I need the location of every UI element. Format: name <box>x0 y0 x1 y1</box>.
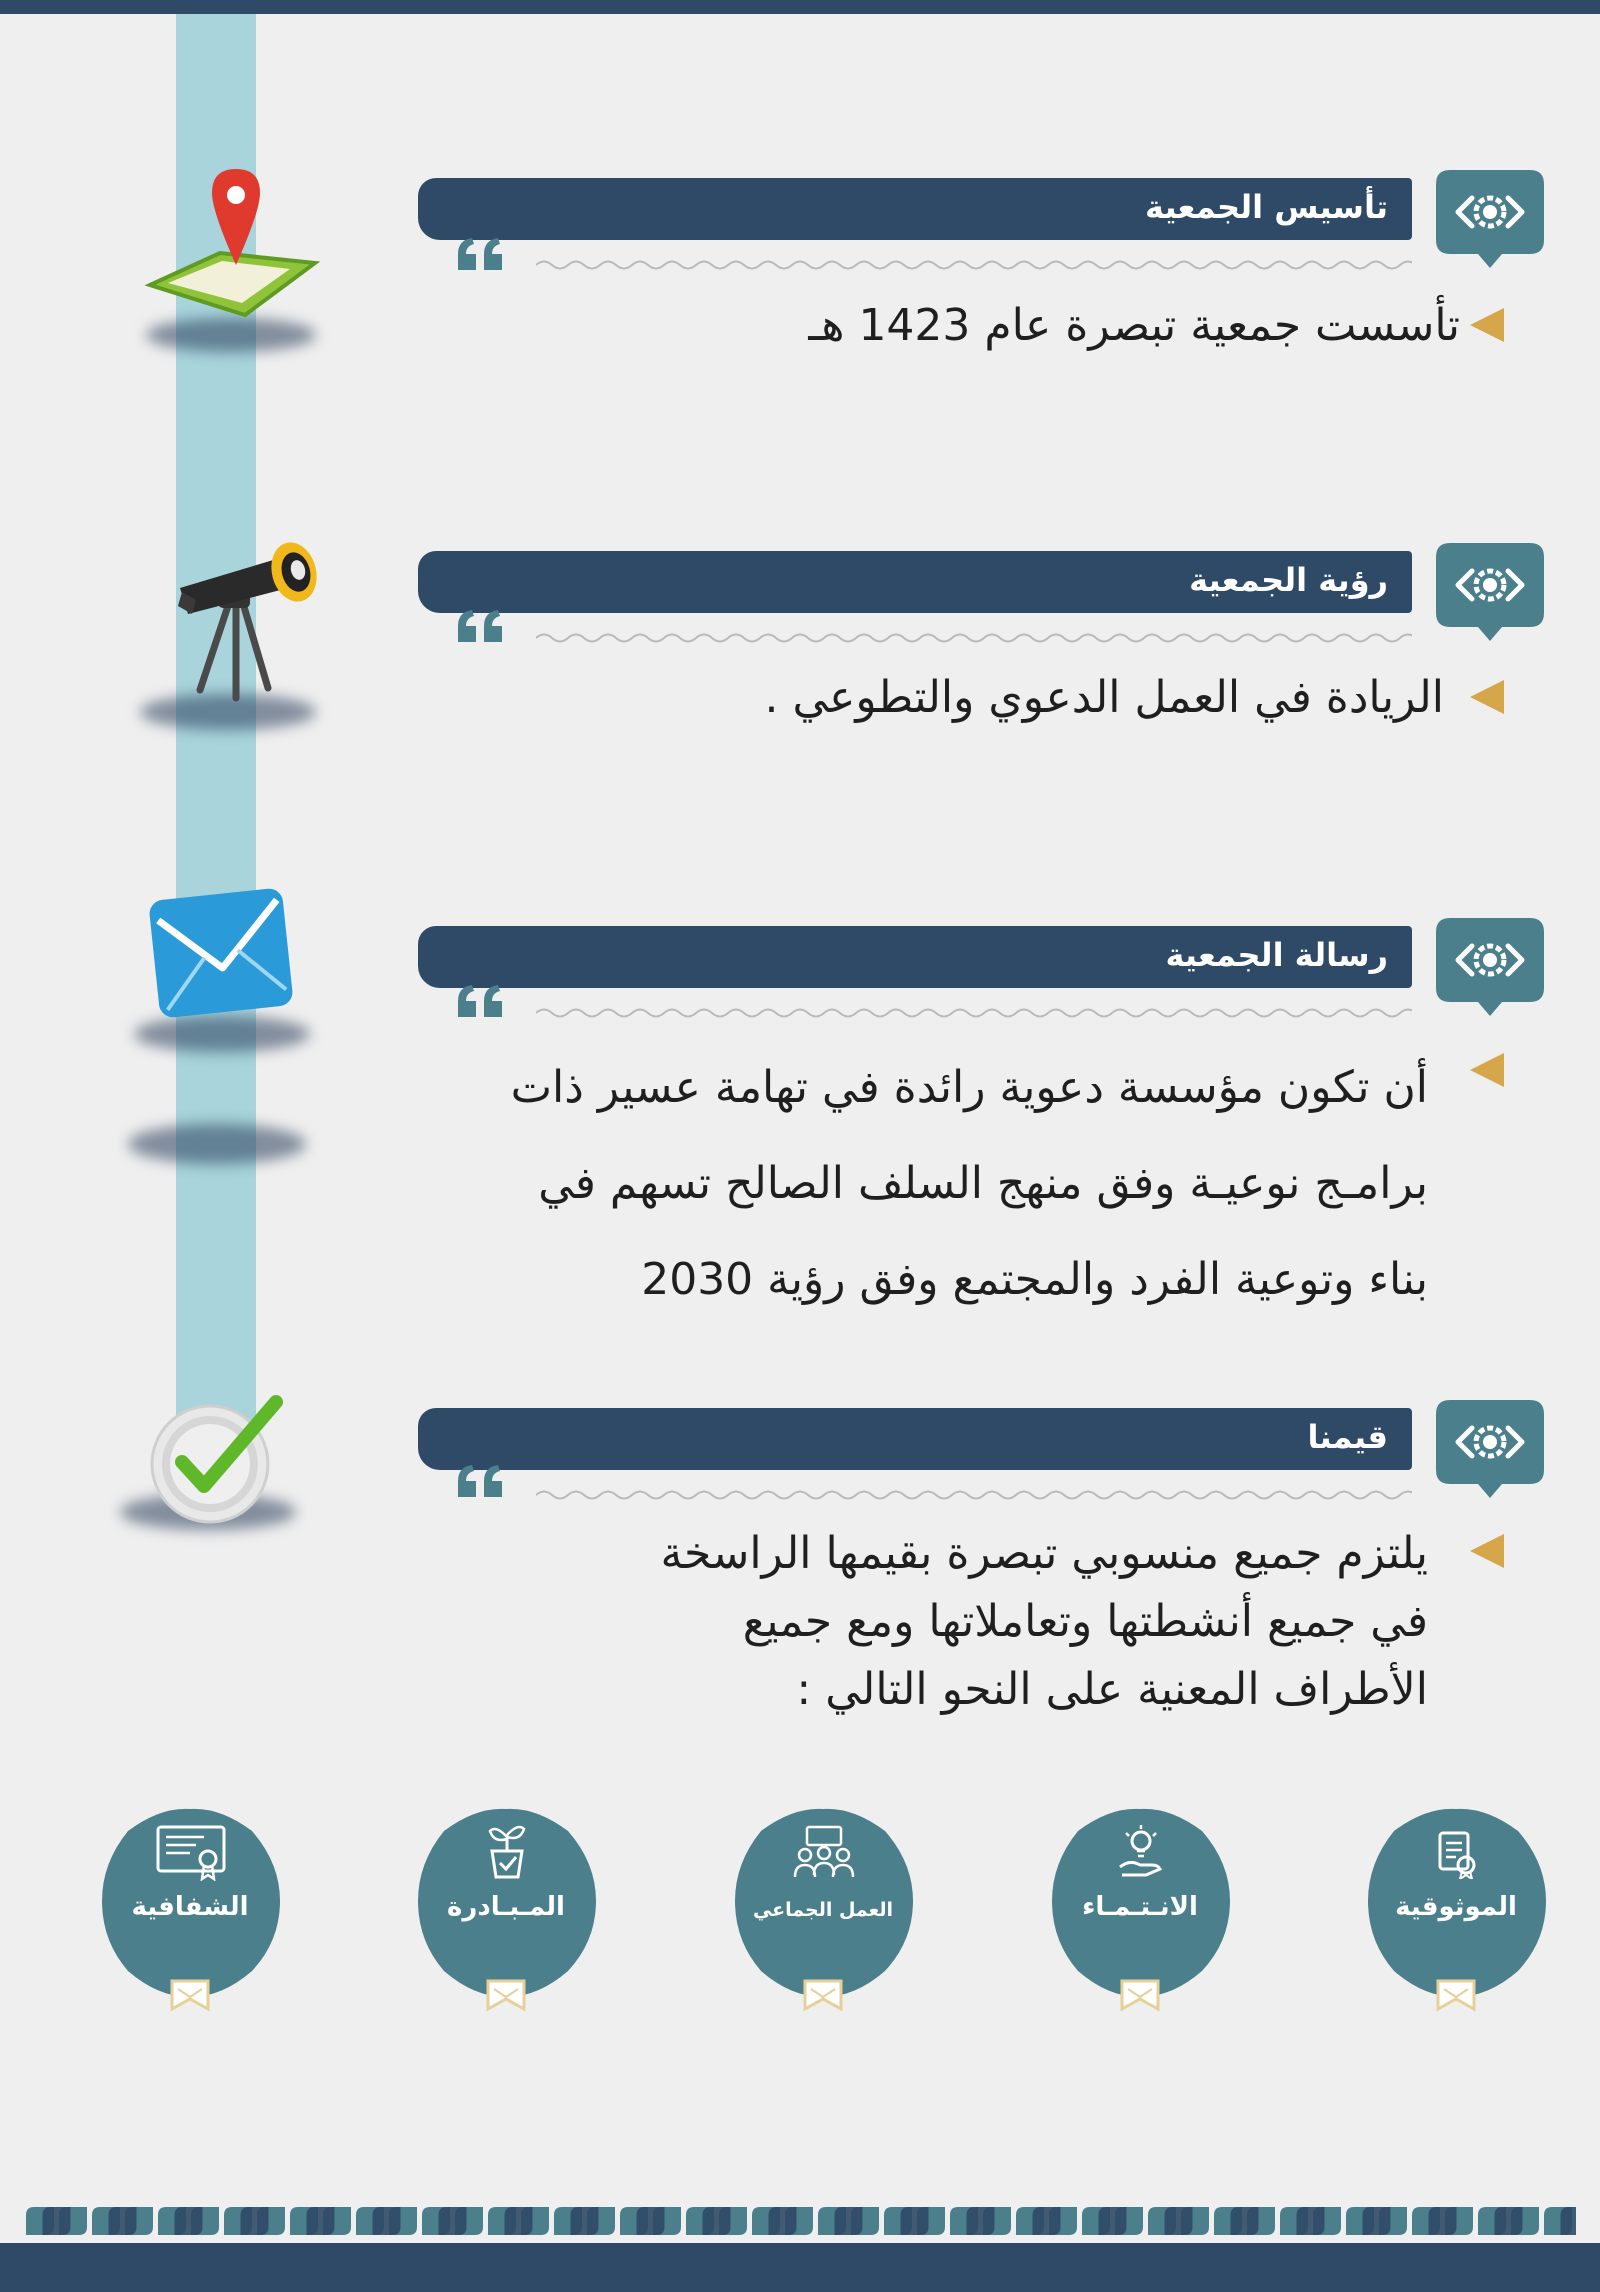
bullet-arrow-icon <box>1470 680 1504 714</box>
divider-wave <box>536 258 1412 272</box>
eye-gear-badge-icon <box>1436 170 1544 270</box>
team-meeting-icon <box>793 1825 855 1881</box>
section-body <box>511 1040 1428 1328</box>
section-body <box>660 1520 1428 1724</box>
body-line: الأطراف المعنية على النحو التالي : <box>796 1664 1428 1715</box>
body-line: برامـج نوعيـة وفق منهج السلف الصالح تسهم في <box>538 1158 1428 1209</box>
telescope-icon <box>170 530 320 710</box>
quote-icon <box>456 1463 508 1499</box>
value-label: المـبـادرة <box>447 1892 565 1922</box>
body-line: الريادة في العمل الدعوي والتطوعي . <box>764 672 1444 723</box>
plant-pot-icon <box>486 1821 528 1879</box>
value-label: العمل الجماعي <box>752 1899 894 1921</box>
body-line: في جميع أنشطتها وتعاملاتها ومع جميع <box>742 1596 1428 1647</box>
bullet-arrow-icon <box>1470 1053 1504 1087</box>
section-title: قيمنا <box>1307 1418 1388 1456</box>
bullet-arrow-icon <box>1470 1534 1504 1568</box>
icon-shadow <box>128 1124 306 1164</box>
section-title: رسالة الجمعية <box>1165 936 1388 974</box>
section-header-bar <box>418 178 1412 240</box>
hand-lightbulb-icon <box>1116 1823 1166 1879</box>
body-line: يلتزم جميع منسوبي تبصرة بقيمها الراسخة <box>660 1528 1428 1579</box>
value-label: الشفافية <box>131 1892 249 1922</box>
map-pin-icon <box>140 165 320 335</box>
value-badge-transparency <box>102 1795 292 2025</box>
body-line: بناء وتوعية الفرد والمجتمع وفق رؤية 2030 <box>641 1254 1428 1305</box>
envelope-icon <box>146 884 296 1034</box>
value-badge-belonging <box>1052 1795 1242 2025</box>
value-badge-initiative <box>418 1795 608 2025</box>
section-body <box>764 666 1444 730</box>
section-body <box>808 294 1460 358</box>
certified-document-icon <box>1434 1829 1480 1879</box>
certificate-icon <box>156 1825 226 1881</box>
value-badge-teamwork <box>735 1795 925 2025</box>
section-title: تأسيس الجمعية <box>1145 188 1388 226</box>
footer-decoration <box>24 2205 1576 2237</box>
top-border <box>0 0 1600 14</box>
quote-icon <box>456 608 508 644</box>
bullet-arrow-icon <box>1470 308 1504 342</box>
value-badge-trust <box>1368 1795 1558 2025</box>
divider-wave <box>536 1488 1412 1502</box>
eye-gear-badge-icon <box>1436 543 1544 643</box>
checkmark-icon <box>148 1390 288 1530</box>
section-title: رؤية الجمعية <box>1189 561 1388 599</box>
section-header-bar <box>418 1408 1412 1470</box>
footer-bar <box>0 2243 1600 2292</box>
value-label: الانـتـمـاء <box>1082 1892 1198 1922</box>
quote-icon <box>456 236 508 272</box>
eye-gear-badge-icon <box>1436 1400 1544 1500</box>
section-header-bar <box>418 551 1412 613</box>
section-header-bar <box>418 926 1412 988</box>
value-label: الموثوقية <box>1395 1892 1517 1922</box>
divider-wave <box>536 631 1412 645</box>
body-line: تأسست جمعية تبصرة عام 1423 هـ <box>808 300 1460 351</box>
body-line: أن تكون مؤسسة دعوية رائدة في تهامة عسير ذات <box>510 1062 1428 1113</box>
divider-wave <box>536 1006 1412 1020</box>
quote-icon <box>456 983 508 1019</box>
eye-gear-badge-icon <box>1436 918 1544 1018</box>
